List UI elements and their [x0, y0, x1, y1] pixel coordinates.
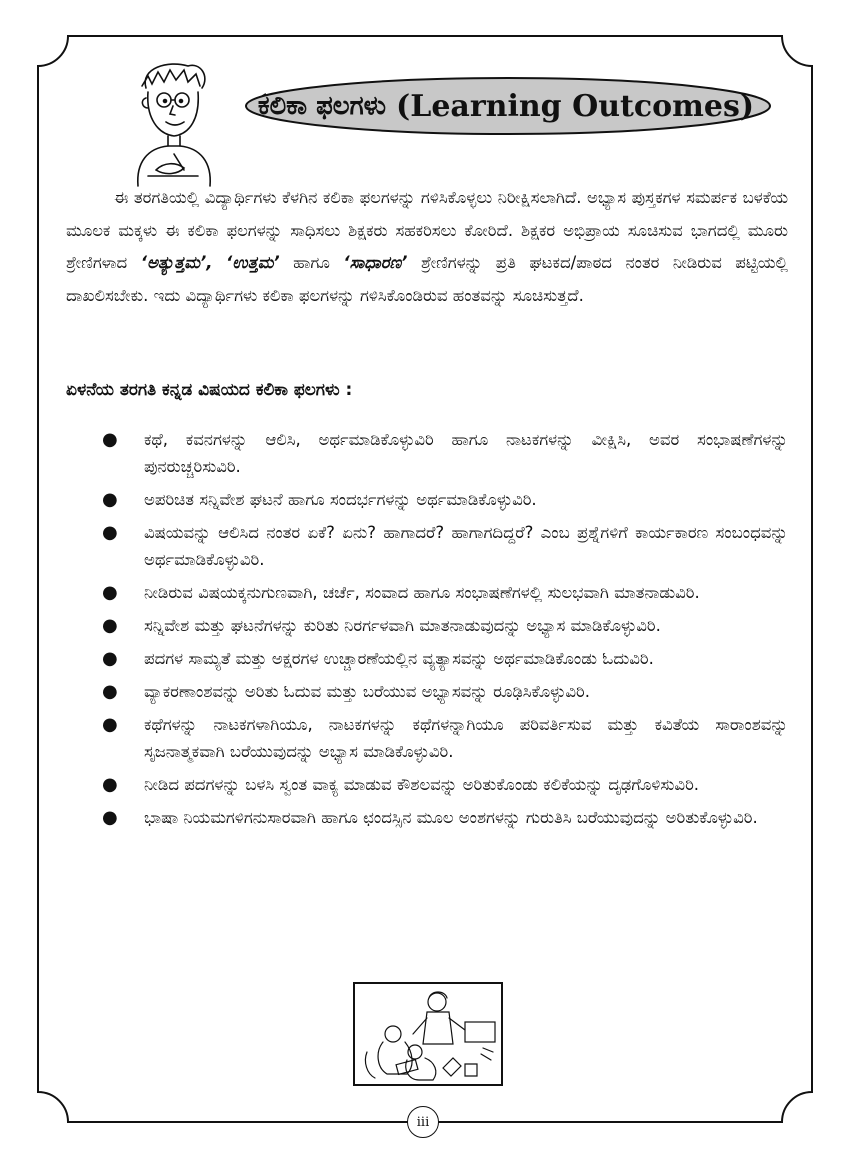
bullet-icon: ●: [102, 774, 118, 795]
list-item: [66, 612, 788, 639]
classroom-illustration: [353, 982, 503, 1086]
list-item: [66, 486, 788, 513]
bullet-icon: ●: [102, 429, 118, 450]
list-item: [66, 426, 788, 480]
outcome-text: ಸನ್ನಿವೇಶ ಮತ್ತು ಘಟನೆಗಳನ್ನು ಕುರಿತು ನಿರರ್ಗಳವಾಗಿ ಮಾತನಾಡುವುದನ್ನು ಅಭ್ಯಾಸ ಮಾಡಿಕೊಳ್ಳುವಿರಿ.: [144, 616, 661, 635]
list-item: [66, 519, 788, 573]
outcome-text: ಅಪರಿಚಿತ ಸನ್ನಿವೇಶ ಘಟನೆ ಹಾಗೂ ಸಂದರ್ಭಗಳನ್ನು ಅರ್ಥಮಾಡಿಕೊಳ್ಳುವಿರಿ.: [144, 490, 537, 509]
bullet-icon: ●: [102, 681, 118, 702]
list-item: [66, 804, 788, 831]
outcomes-subheading: ಏಳನೆಯ ತರಗತಿ ಕನ್ನಡ ವಿಷಯದ ಕಲಿಕಾ ಫಲಗಳು :: [66, 380, 353, 400]
title-kannada: ಕಲಿಕಾ ಫಲಗಳು: [257, 90, 387, 121]
bullet-icon: ●: [102, 522, 118, 543]
intro-paragraph: [66, 182, 788, 312]
list-item: [66, 645, 788, 672]
bullet-icon: ●: [102, 489, 118, 510]
outcome-text: ನೀಡಿರುವ ವಿಷಯಕ್ಕನುಗುಣವಾಗಿ, ಚರ್ಚೆ, ಸಂವಾದ ಹಾಗೂ ಸಂಭಾಷಣೆಗಳಲ್ಲಿ ಸುಲಭವಾಗಿ ಮಾತನಾಡುವಿರಿ.: [144, 583, 700, 602]
outcome-text: ಪದಗಳ ಸಾಮ್ಯತೆ ಮತ್ತು ಅಕ್ಷರಗಳ ಉಚ್ಚಾರಣೆಯಲ್ಲಿನ ವ್ಯತ್ಯಾಸವನ್ನು ಅರ್ಥಮಾಡಿಕೊಂಡು ಓದುವಿರಿ.: [144, 649, 654, 668]
bullet-icon: ●: [102, 648, 118, 669]
outcome-text: ವಿಷಯವನ್ನು ಆಲಿಸಿದ ನಂತರ ಏಕೆ? ಏನು? ಹಾಗಾದರೆ? ಹಾಗಾಗದಿದ್ದರೆ? ಎಂಬ ಪ್ರಶ್ನೆಗಳಿಗೆ ಕಾರ್ಯಕಾರಣ ಸಂಬಂಧವನ್ನು ಅರ್ಥಮಾಡಿಕೊಳ್ಳುವಿರಿ.: [144, 523, 788, 569]
list-item: [66, 678, 788, 705]
page-title: [236, 74, 776, 138]
list-item: [66, 711, 788, 765]
list-item: [66, 579, 788, 606]
bullet-icon: ●: [102, 582, 118, 603]
intro-text-part1: ಈ ತರಗತಿಯಲ್ಲಿ ವಿದ್ಯಾರ್ಥಿಗಳು ಕೆಳಗಿನ ಕಲಿಕಾ ಫಲಗಳನ್ನು ಗಳಿಸಿಕೊಳ್ಳಲು ನಿರೀಕ್ಷಿಸಲಾಗಿದೆ. ಅಭ್ಯಾಸ ಪುಸ್ತಕಗಳ ಸಮರ್ಪಕ ಬಳಕೆಯ ಮೂಲಕ ಮಕ್ಕಳು ಈ ಕಲಿಕಾ ಫಲಗಳನ್ನು ಸಾಧಿಸಲು ಶಿಕ್ಷಕರು ಸಹಕರಿಸಲು ಕೋರಿದೆ. ಶಿಕ್ಷಕರ ಅಭಿಪ್ರಾಯ ಸೂಚಿಸುವ ಭಾಗದಲ್ಲಿ ಮೂರು ಶ್ರೇಣಿಗಳಾದ: [66, 188, 788, 273]
bullet-icon: ●: [102, 615, 118, 636]
outcome-text: ವ್ಯಾಕರಣಾಂಶವನ್ನು ಅರಿತು ಓದುವ ಮತ್ತು ಬರೆಯುವ ಅಭ್ಯಾಸವನ್ನು ರೂಢಿಸಿಕೊಳ್ಳುವಿರಿ.: [144, 682, 590, 701]
grade-good: ‘ಉತ್ತಮ’: [226, 253, 280, 273]
grade-average: ‘ಸಾಧಾರಣ’: [343, 253, 408, 273]
list-item: [66, 771, 788, 798]
outcome-text: ನೀಡಿದ ಪದಗಳನ್ನು ಬಳಸಿ ಸ್ವಂತ ವಾಕ್ಯ ಮಾಡುವ ಕೌಶಲವನ್ನು ಅರಿತುಕೊಂಡು ಕಲಿಕೆಯನ್ನು ದೃಢಗೊಳಿಸುವಿರಿ.: [144, 775, 700, 794]
outcomes-list: [66, 426, 788, 837]
page-number: iii: [407, 1106, 439, 1138]
cartoon-boy-illustration: [118, 58, 228, 188]
bullet-icon: ●: [102, 807, 118, 828]
outcome-text: ಭಾಷಾ ನಿಯಮಗಳಿಗನುಸಾರವಾಗಿ ಹಾಗೂ ಛಂದಸ್ಸಿನ ಮೂಲ ಅಂಶಗಳನ್ನು ಗುರುತಿಸಿ ಬರೆಯುವುದನ್ನು ಅರಿತುಕೊಳ್ಳುವಿರಿ.: [144, 808, 758, 827]
outcome-text: ಕಥೆ, ಕವನಗಳನ್ನು ಆಲಿಸಿ, ಅರ್ಥಮಾಡಿಕೊಳ್ಳುವಿರಿ ಹಾಗೂ ನಾಟಕಗಳನ್ನು ವೀಕ್ಷಿಸಿ, ಅವರ ಸಂಭಾಷಣೆಗಳನ್ನು ಪುನರುಚ್ಚರಿಸುವಿರಿ.: [144, 430, 788, 476]
intro-conjunction: ಹಾಗೂ: [279, 253, 344, 273]
title-english: (Learning Outcomes): [396, 88, 755, 124]
bullet-icon: ●: [102, 714, 118, 735]
outcome-text: ಕಥೆಗಳನ್ನು ನಾಟಕಗಳಾಗಿಯೂ, ನಾಟಕಗಳನ್ನು ಕಥೆಗಳನ್ನಾಗಿಯೂ ಪರಿವರ್ತಿಸುವ ಮತ್ತು ಕವಿತೆಯ ಸಾರಾಂಶವನ್ನು ಸೃಜನಾತ್ಮಕವಾಗಿ ಬರೆಯುವುದನ್ನು ಅಭ್ಯಾಸ ಮಾಡಿಕೊಳ್ಳುವಿರಿ.: [144, 715, 788, 761]
intro-text-part2: ಶ್ರೇಣಿಗಳನ್ನು ಪ್ರತಿ ಘಟಕದ/ಪಾಠದ ನಂತರ ನೀಡಿರುವ ಪಟ್ಟಿಯಲ್ಲಿ ದಾಖಲಿಸಬೇಕು. ಇದು ವಿದ್ಯಾರ್ಥಿಗಳು ಕಲಿಕಾ ಫಲಗಳನ್ನು ಗಳಿಸಿಕೊಂಡಿರುವ ಹಂತವನ್ನು ಸೂಚಿಸುತ್ತದೆ.: [66, 253, 788, 305]
grade-excellent: ‘ಅತ್ಯುತ್ತಮ’,: [140, 253, 213, 273]
